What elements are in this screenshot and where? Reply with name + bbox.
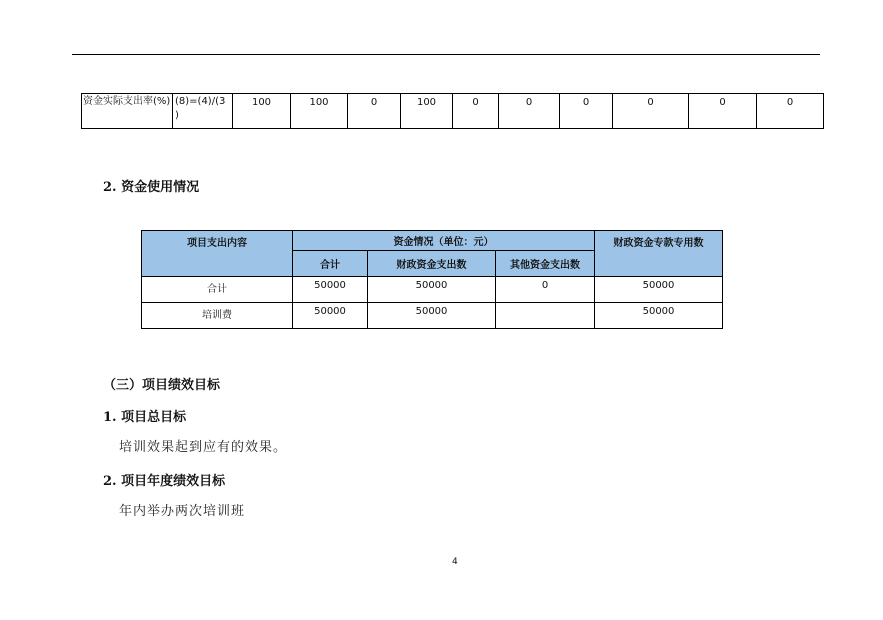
goal-year-text: 年内举办两次培训班 [119,504,246,519]
table-header-row [142,231,723,251]
rate-formula: (8)=(4)/(3 ) [173,94,233,129]
table-cell: 100 [233,94,291,129]
goal-year-title: 2. 项目年度绩效目标 [103,474,226,489]
table-cell: 100 [291,94,348,129]
table-cell: 0 [560,94,613,129]
header-special: 财政资金专款专用数 [595,231,723,277]
table-cell: 0 [613,94,689,129]
table-cell: 50000 [595,277,723,303]
header-total: 合计 [293,250,368,276]
table-cell: 培训费 [142,303,293,329]
header-other: 其他资金支出数 [496,250,595,276]
table-cell: 0 [499,94,560,129]
header-funds-group: 资金情况（单位：元） [293,231,595,251]
funds-table [141,230,723,329]
table-cell: 0 [689,94,757,129]
table-row [82,94,824,129]
goal-total-text: 培训效果起到应有的效果。 [119,440,288,455]
section-three-title: （三）项目绩效目标 [103,378,221,393]
header-fiscal: 财政资金支出数 [368,250,496,276]
table-cell: 50000 [368,277,496,303]
page-number: 4 [452,557,458,567]
table-cell: 50000 [293,277,368,303]
table-cell: 50000 [368,303,496,329]
table-cell: 0 [757,94,824,129]
header-item: 项目支出内容 [142,231,293,277]
table-cell: 100 [401,94,453,129]
table-cell: 合计 [142,277,293,303]
rate-row-table [81,93,824,129]
goal-total-title: 1. 项目总目标 [103,410,187,425]
table-cell [496,303,595,329]
table-row [142,277,723,303]
table-cell: 50000 [293,303,368,329]
table-row [142,303,723,329]
section-funds-title: 2. 资金使用情况 [103,180,200,195]
table-cell: 0 [496,277,595,303]
table-cell: 50000 [595,303,723,329]
rate-label: 资金实际支出率(%) [82,94,173,129]
table-cell: 0 [453,94,499,129]
header-rule [72,54,820,55]
table-cell: 0 [348,94,401,129]
